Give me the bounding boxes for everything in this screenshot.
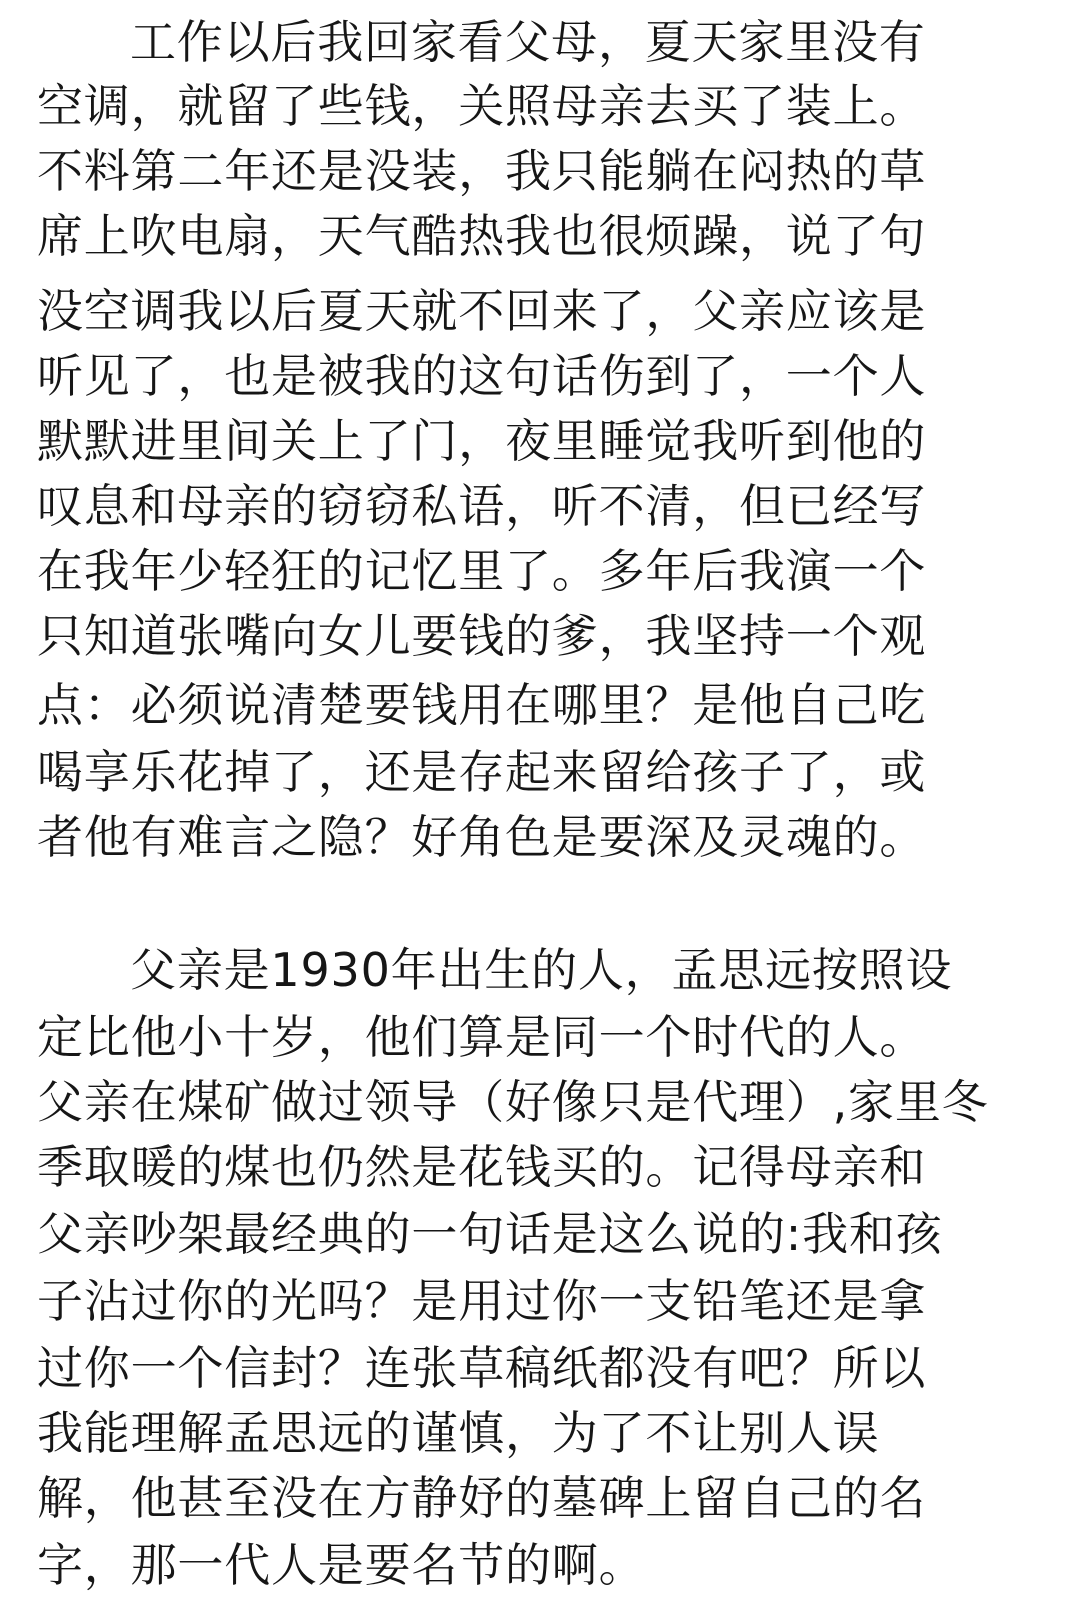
text-line: 席上吹电扇，天气酷热我也很烦躁，说了句 xyxy=(37,209,927,263)
text-line: 子沾过你的光吗？是用过你一支铅笔还是拿 xyxy=(37,1274,927,1328)
text-line: 父亲是1930年出生的人，孟思远按照设 xyxy=(130,943,953,997)
text-line: 工作以后我回家看父母，夏天家里没有 xyxy=(130,15,926,69)
text-line: 叹息和母亲的窃窃私语，听不清，但已经写 xyxy=(37,479,927,533)
text-line: 定比他小十岁，他们算是同一个时代的人。 xyxy=(37,1010,927,1064)
text-line: 解，他甚至没在方静妤的墓碑上留自己的名 xyxy=(37,1471,927,1525)
text-line: 只知道张嘴向女儿要钱的爹，我坚持一个观 xyxy=(37,609,927,663)
text-line: 季取暖的煤也仍然是花钱买的。记得母亲和 xyxy=(37,1140,927,1194)
text-line: 在我年少轻狂的记忆里了。多年后我演一个 xyxy=(37,544,927,598)
text-line: 过你一个信封？连张草稿纸都没有吧？所以 xyxy=(37,1341,927,1395)
text-line: 喝享乐花掉了，还是存起来留给孩子了，或 xyxy=(37,745,927,799)
text-line: 我能理解孟思远的谨慎，为了不让别人误 xyxy=(37,1406,880,1460)
text-line: 者他有难言之隐？好角色是要深及灵魂的。 xyxy=(37,810,927,864)
text-line: 空调，就留了些钱，关照母亲去买了装上。 xyxy=(37,79,927,133)
text-line: 听见了，也是被我的这句话伤到了，一个人 xyxy=(37,349,927,403)
text-line: 没空调我以后夏天就不回来了，父亲应该是 xyxy=(37,284,927,338)
text-line: 父亲在煤矿做过领导（好像只是代理）,家里冬 xyxy=(37,1075,989,1129)
text-line: 点：必须说清楚要钱用在哪里？是他自己吃 xyxy=(37,678,927,732)
text-line: 父亲吵架最经典的一句话是这么说的:我和孩 xyxy=(37,1207,943,1261)
text-line: 默默进里间关上了门，夜里睡觉我听到他的 xyxy=(37,414,927,468)
text-line: 字，那一代人是要名节的啊。 xyxy=(37,1538,646,1592)
text-line: 不料第二年还是没装，我只能躺在闷热的草 xyxy=(37,144,927,198)
